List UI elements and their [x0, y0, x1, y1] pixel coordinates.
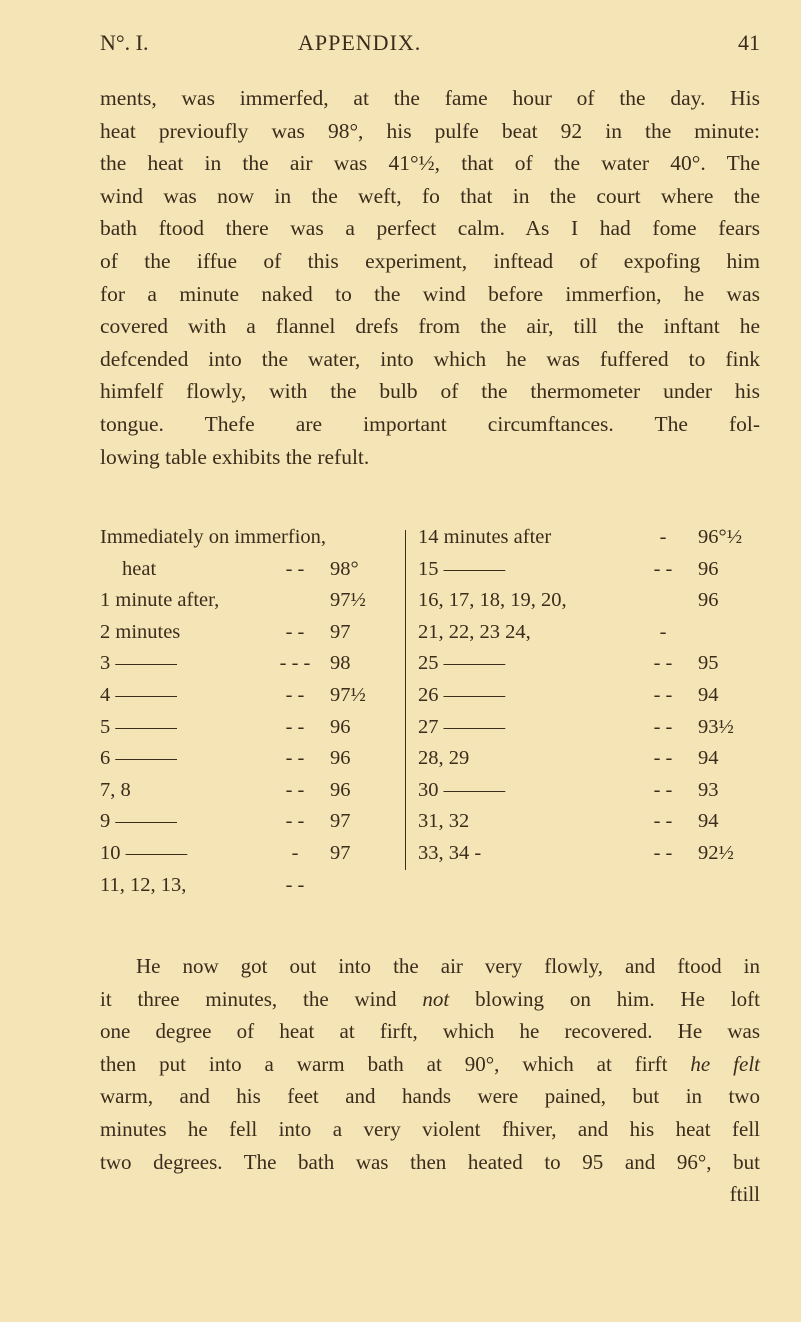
row-value	[698, 617, 760, 649]
row-label: 30 ———	[418, 778, 506, 801]
table-row	[418, 585, 760, 617]
row-dashes: - -	[653, 778, 673, 801]
row-value: 97	[330, 841, 351, 864]
row-label: 1 minute after,	[100, 589, 220, 612]
row-value: 93	[698, 778, 719, 801]
row-value: 98°	[330, 557, 359, 580]
row-value: 93½	[698, 715, 734, 738]
row-dashes: - -	[285, 747, 305, 770]
row-value: 97½	[330, 683, 366, 706]
row-dashes: - -	[653, 747, 673, 770]
text-line	[100, 983, 760, 1016]
text-line	[100, 1048, 760, 1081]
row-dashes: -	[659, 620, 667, 643]
row-value: 96°½	[698, 526, 743, 548]
row-value: 92½	[698, 841, 734, 864]
text-line: heat previoufly was 98°, his pulfe beat 92 in the minute:	[100, 118, 760, 143]
row-dashes: - -	[653, 683, 673, 706]
row-value: 95	[698, 652, 719, 675]
row-label: 3 ———	[100, 652, 177, 675]
row-label: 14 minutes after	[418, 526, 552, 548]
row-dashes	[628, 585, 698, 617]
table-row	[418, 775, 760, 807]
text-line: lowing table exhibits the refult.	[100, 444, 370, 469]
row-label: 5 ———	[100, 715, 177, 738]
row-value: 96	[330, 778, 351, 801]
table-row	[100, 712, 392, 744]
table-row	[100, 585, 392, 617]
row-dashes	[326, 522, 361, 554]
row-label: 26 ———	[418, 683, 506, 706]
row-label: 11, 12, 13,	[100, 873, 187, 896]
row-value: 96	[698, 589, 719, 612]
row-value: 97½	[330, 589, 366, 612]
row-value: 94	[698, 683, 719, 706]
page-number: 41	[738, 30, 760, 55]
text-line: wind was now in the weft, fo that in the court where the	[100, 183, 760, 208]
row-dashes: - -	[285, 778, 305, 801]
table-row	[100, 806, 392, 838]
row-dashes	[260, 585, 330, 617]
table-row	[100, 775, 392, 807]
row-value: 98	[330, 652, 351, 675]
row-label: 33, 34 -	[418, 841, 482, 864]
text-line: one degree of heat at firft, which he recovered. He was	[100, 1019, 760, 1044]
row-dashes: - -	[285, 557, 305, 580]
text-span: blowing on him. He loft	[449, 986, 761, 1011]
text-line: for a minute naked to the wind before immerfion, he was	[100, 281, 760, 306]
table-right-column	[418, 522, 760, 870]
table-row	[100, 743, 392, 775]
row-label: 4 ———	[100, 683, 177, 706]
text-span: it three minutes, the wind	[100, 986, 423, 1011]
table-left-column	[100, 522, 392, 901]
row-value: 94	[698, 810, 719, 833]
row-dashes: -	[659, 526, 667, 548]
text-line: the heat in the air was 41°½, that of the water 40°. The	[100, 151, 760, 176]
table-row	[100, 522, 392, 554]
text-line: covered with a flannel drefs from the air, till the inftant he	[100, 314, 760, 339]
table-row	[418, 648, 760, 680]
table-row	[418, 806, 760, 838]
table-row	[100, 648, 392, 680]
row-dashes: - -	[285, 810, 305, 833]
text-line: tongue. Thefe are important circumftances. The fol-	[100, 411, 760, 436]
row-label: heat	[122, 557, 157, 580]
table-row	[418, 680, 760, 712]
row-value: 97	[330, 810, 351, 833]
italic-text: not	[422, 986, 450, 1011]
text-line: defcended into the water, into which he was fuffered to fink	[100, 346, 760, 371]
row-dashes: - -	[653, 557, 673, 580]
table-row	[418, 712, 760, 744]
text-line: of the iffue of this experiment, inftead of expofing him	[100, 248, 760, 273]
row-dashes: - -	[285, 620, 305, 643]
row-label: 10 ———	[100, 841, 188, 864]
row-label: 9 ———	[100, 810, 177, 833]
row-label: 25 ———	[418, 652, 506, 675]
row-dashes: - - -	[279, 652, 311, 675]
row-dashes: - -	[285, 715, 305, 738]
table-row	[100, 838, 392, 870]
row-label: Immediately on immerfion,	[100, 526, 327, 548]
section-number: N°. I.	[100, 30, 149, 55]
row-dashes: - -	[653, 715, 673, 738]
header-title: APPENDIX.	[298, 30, 422, 55]
table-row	[100, 870, 392, 902]
row-dashes: - -	[285, 873, 305, 896]
row-label: 21, 22, 23 24,	[418, 620, 531, 643]
italic-text: he felt	[690, 1051, 760, 1076]
row-label: 2 minutes	[100, 620, 181, 643]
running-header	[100, 30, 760, 60]
table-row	[418, 838, 760, 870]
text-line: He now got out into the air very flowly, and ftood in	[136, 954, 760, 978]
text-span: then put into a warm bath at 90°, which at firft	[100, 1051, 691, 1076]
text-line: two degrees. The bath was then heated to 95 and 96°, but	[100, 1149, 760, 1174]
row-dashes: - -	[653, 652, 673, 675]
row-value	[361, 522, 392, 554]
text-line: minutes he fell into a very violent fhiver, and his heat fell	[100, 1116, 760, 1141]
text-line: himfelf flowly, with the bulb of the thermometer under his	[100, 379, 760, 404]
column-divider	[405, 530, 406, 870]
row-value: 97	[330, 620, 351, 643]
text-line: warm, and his feet and hands were pained, but in two	[100, 1084, 760, 1109]
row-dashes: - -	[285, 683, 305, 706]
table-row	[418, 522, 760, 554]
row-value: 96	[330, 747, 351, 770]
text-line: ments, was immerfed, at the fame hour of the day. His	[100, 86, 760, 110]
row-label: 31, 32	[418, 810, 470, 833]
row-value: 96	[698, 557, 719, 580]
row-value	[330, 870, 392, 902]
row-label: 28, 29	[418, 747, 470, 770]
table-row	[418, 743, 760, 775]
table-row	[418, 617, 760, 649]
row-label: 16, 17, 18, 19, 20,	[418, 589, 567, 612]
row-label: 7, 8	[100, 778, 131, 801]
row-value: 96	[330, 715, 351, 738]
table-row	[100, 554, 392, 586]
row-dashes: -	[291, 841, 299, 864]
text-line: bath ftood there was a perfect calm. As I had fome fears	[100, 216, 760, 241]
table-row	[418, 554, 760, 586]
row-dashes: - -	[653, 841, 673, 864]
table-row	[100, 680, 392, 712]
catchword: ftill	[729, 1182, 760, 1207]
row-label: 6 ———	[100, 747, 177, 770]
paragraph-1	[100, 82, 760, 473]
paragraph-2	[100, 950, 760, 1211]
row-label: 27 ———	[418, 715, 506, 738]
row-dashes: - -	[653, 810, 673, 833]
row-value: 94	[698, 747, 719, 770]
row-label: 15 ———	[418, 557, 506, 580]
table-row	[100, 617, 392, 649]
